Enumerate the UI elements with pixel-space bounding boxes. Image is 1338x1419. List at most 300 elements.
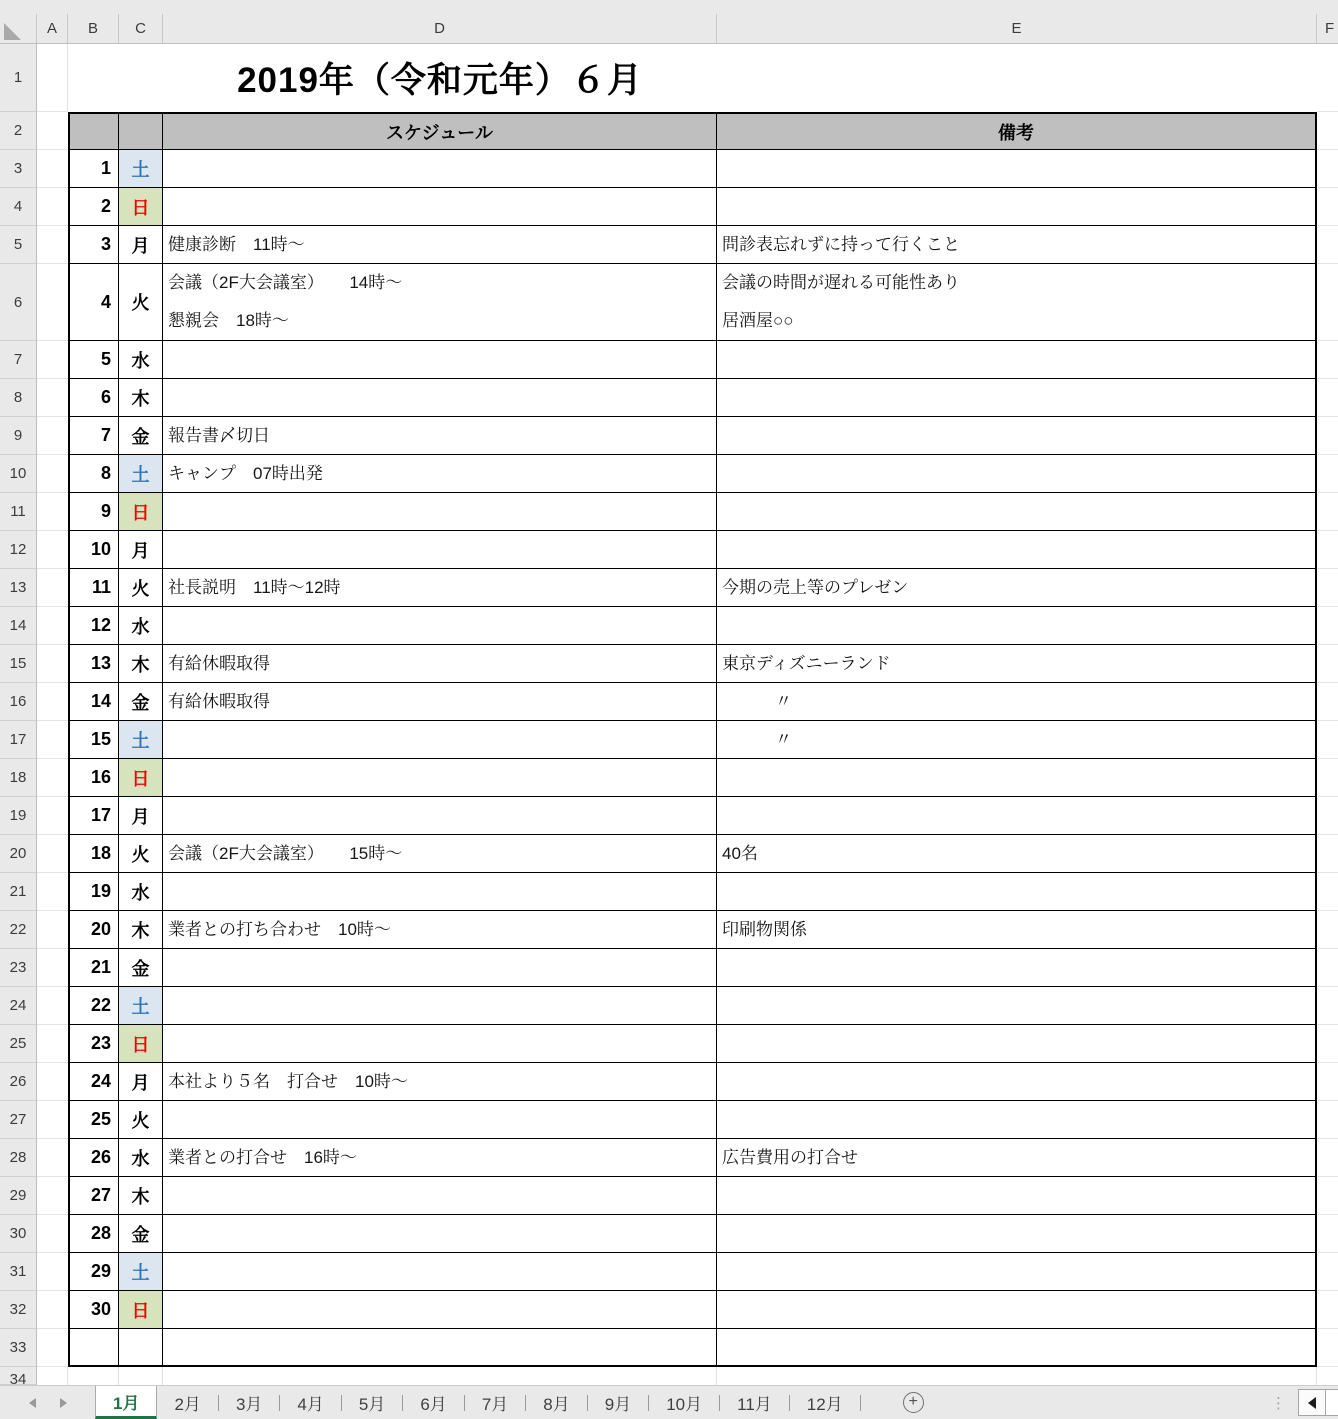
schedule-cell[interactable]	[163, 1139, 717, 1177]
row-header[interactable]	[0, 645, 37, 683]
schedule-text: 有給休暇取得	[168, 654, 270, 673]
remarks-cell[interactable]	[717, 835, 1317, 873]
weekday-cell[interactable]: 土	[119, 150, 163, 188]
sheet-row	[0, 379, 1338, 417]
date-cell[interactable]: 21	[68, 949, 119, 987]
remarks-text: 今期の売上等のプレゼン	[722, 578, 909, 597]
left-margin-cell[interactable]	[37, 683, 68, 721]
left-margin-cell[interactable]	[37, 1253, 68, 1291]
remarks-cell[interactable]	[717, 379, 1317, 417]
right-margin-cell[interactable]	[1317, 911, 1338, 949]
date-cell[interactable]: 8	[68, 455, 119, 493]
remarks-cell[interactable]	[717, 150, 1317, 188]
weekday-cell[interactable]: 月	[119, 226, 163, 264]
schedule-cell[interactable]	[163, 531, 717, 569]
column-header-C[interactable]: C	[119, 14, 163, 43]
weekday-cell[interactable]: 日	[119, 493, 163, 531]
schedule-cell[interactable]	[163, 721, 717, 759]
right-margin-cell[interactable]	[1317, 569, 1338, 607]
schedule-cell[interactable]	[163, 797, 717, 835]
remarks-cell[interactable]	[717, 188, 1317, 226]
row-header[interactable]	[0, 1177, 37, 1215]
cell-a1[interactable]	[37, 44, 68, 112]
remarks-cell[interactable]	[717, 1101, 1317, 1139]
left-margin-cell[interactable]	[37, 835, 68, 873]
right-margin-cell[interactable]	[1317, 835, 1338, 873]
right-margin-cell[interactable]	[1317, 721, 1338, 759]
date-cell[interactable]: 18	[68, 835, 119, 873]
right-margin-cell[interactable]	[1317, 188, 1338, 226]
weekday-cell[interactable]: 水	[119, 1139, 163, 1177]
select-all-corner[interactable]	[0, 14, 37, 43]
left-margin-cell[interactable]	[37, 226, 68, 264]
date-cell[interactable]: 17	[68, 797, 119, 835]
date-cell[interactable]: 1	[68, 150, 119, 188]
row-header[interactable]	[0, 1139, 37, 1177]
cell-c33[interactable]	[119, 1329, 163, 1367]
row-header[interactable]	[0, 721, 37, 759]
left-margin-cell[interactable]	[37, 264, 68, 341]
schedule-cell[interactable]	[163, 455, 717, 493]
schedule-cell[interactable]	[163, 1177, 717, 1215]
left-margin-cell[interactable]	[37, 1025, 68, 1063]
right-margin-cell[interactable]	[1317, 645, 1338, 683]
sheet-tab-9[interactable]: 9月	[604, 1395, 632, 1414]
remarks-text: 会議の時間が遅れる可能性あり	[722, 273, 960, 292]
left-margin-cell[interactable]	[37, 607, 68, 645]
right-margin-cell[interactable]	[1317, 1215, 1338, 1253]
sheet-tabs	[95, 1386, 861, 1419]
right-margin-cell[interactable]	[1317, 493, 1338, 531]
weekday-cell[interactable]: 土	[119, 455, 163, 493]
weekday-cell[interactable]: 月	[119, 1063, 163, 1101]
column-header-A[interactable]: A	[37, 14, 68, 43]
row-header[interactable]	[0, 417, 37, 455]
row-header[interactable]	[0, 1329, 37, 1367]
column-header-F[interactable]: F	[1325, 20, 1335, 37]
sheet-tab-6[interactable]: 6月	[420, 1395, 447, 1414]
right-margin-cell[interactable]	[1317, 379, 1338, 417]
right-margin-cell[interactable]	[1317, 264, 1338, 341]
remarks-column-header[interactable]: 備考	[717, 112, 1317, 150]
weekday-cell[interactable]: 水	[119, 873, 163, 911]
remarks-cell[interactable]	[717, 721, 1317, 759]
sheet-tab-1[interactable]: 1月	[95, 1386, 157, 1419]
schedule-cell[interactable]	[163, 1025, 717, 1063]
weekday-cell[interactable]: 日	[119, 188, 163, 226]
left-margin-cell[interactable]	[37, 1215, 68, 1253]
weekday-cell[interactable]: 土	[119, 1253, 163, 1291]
cell-b2[interactable]	[68, 112, 119, 150]
row-header[interactable]	[0, 987, 37, 1025]
left-margin-cell[interactable]	[37, 150, 68, 188]
left-margin-cell[interactable]	[37, 873, 68, 911]
weekday-cell[interactable]: 日	[119, 759, 163, 797]
schedule-text: 会議（2F大会議室） 15時～	[168, 844, 403, 863]
date-cell[interactable]: 14	[68, 683, 119, 721]
date-cell[interactable]: 13	[68, 645, 119, 683]
cell-f1[interactable]	[1317, 44, 1338, 112]
left-margin-cell[interactable]	[37, 1101, 68, 1139]
remarks-cell[interactable]	[717, 797, 1317, 835]
row-header[interactable]	[0, 1367, 37, 1385]
left-margin-cell[interactable]	[37, 341, 68, 379]
row-header[interactable]	[0, 873, 37, 911]
row-header[interactable]	[0, 341, 37, 379]
sheet-tab-4[interactable]: 4月	[297, 1395, 324, 1414]
add-sheet-button[interactable]: +	[903, 1392, 924, 1413]
schedule-cell[interactable]	[163, 645, 717, 683]
weekday-cell[interactable]: 金	[119, 1215, 163, 1253]
remarks-cell[interactable]	[717, 493, 1317, 531]
cell-a2[interactable]	[37, 112, 68, 150]
schedule-cell[interactable]	[163, 683, 717, 721]
cell-d33[interactable]	[163, 1329, 717, 1367]
row-header[interactable]	[0, 1215, 37, 1253]
schedule-cell[interactable]	[163, 1101, 717, 1139]
schedule-cell[interactable]	[163, 949, 717, 987]
cell-b1[interactable]	[68, 44, 119, 112]
left-margin-cell[interactable]	[37, 949, 68, 987]
left-margin-cell[interactable]	[37, 1063, 68, 1101]
left-margin-cell[interactable]	[37, 721, 68, 759]
remarks-cell[interactable]	[717, 1139, 1317, 1177]
weekday-cell[interactable]: 金	[119, 683, 163, 721]
row-header[interactable]	[0, 1101, 37, 1139]
sheet-row	[0, 607, 1338, 645]
sheet-row	[0, 1101, 1338, 1139]
right-margin-cell[interactable]	[1317, 226, 1338, 264]
left-margin-cell[interactable]	[37, 1291, 68, 1329]
row-header-label: 24	[9, 997, 27, 1014]
left-margin-cell[interactable]	[37, 379, 68, 417]
row-header[interactable]	[0, 759, 37, 797]
remarks-cell[interactable]	[717, 645, 1317, 683]
weekday-cell[interactable]: 木	[119, 379, 163, 417]
date-cell[interactable]: 20	[68, 911, 119, 949]
weekday-cell[interactable]: 土	[119, 987, 163, 1025]
row-header[interactable]	[0, 1025, 37, 1063]
weekday-cell[interactable]: 木	[119, 911, 163, 949]
remarks-cell[interactable]	[717, 911, 1317, 949]
sheet-row	[0, 1139, 1338, 1177]
cell-e34[interactable]	[717, 1367, 1317, 1385]
remarks-cell[interactable]	[717, 1063, 1317, 1101]
right-margin-cell[interactable]	[1317, 1063, 1338, 1101]
row-header[interactable]	[0, 1063, 37, 1101]
right-margin-cell[interactable]	[1317, 341, 1338, 379]
schedule-cell[interactable]	[163, 1253, 717, 1291]
row-header-label: 28	[9, 1149, 27, 1166]
date-cell[interactable]: 26	[68, 1139, 119, 1177]
right-margin-cell[interactable]	[1317, 1101, 1338, 1139]
row-header-label: 3	[13, 160, 23, 177]
sheet-row	[0, 341, 1338, 379]
weekday-cell[interactable]: 日	[119, 1291, 163, 1329]
row-header[interactable]	[0, 797, 37, 835]
left-margin-cell[interactable]	[37, 987, 68, 1025]
right-margin-cell[interactable]	[1317, 1253, 1338, 1291]
remarks-cell[interactable]	[717, 417, 1317, 455]
schedule-cell[interactable]	[163, 1215, 717, 1253]
row-header-label: 1	[13, 69, 23, 86]
weekday-cell[interactable]: 火	[119, 835, 163, 873]
sheet-tab-2[interactable]: 2月	[174, 1395, 201, 1414]
sheet-tab-8[interactable]: 8月	[543, 1395, 570, 1414]
sheet-tab-11[interactable]: 11月	[737, 1395, 772, 1414]
right-margin-cell[interactable]	[1317, 1139, 1338, 1177]
row-header[interactable]	[0, 1291, 37, 1329]
right-margin-cell[interactable]	[1317, 1291, 1338, 1329]
remarks-cell[interactable]	[717, 607, 1317, 645]
row-header[interactable]	[0, 226, 37, 264]
schedule-text: 業者との打ち合わせ 10時～	[168, 920, 391, 939]
schedule-cell[interactable]	[163, 873, 717, 911]
row-header[interactable]	[0, 683, 37, 721]
sheet-row	[0, 721, 1338, 759]
date-cell[interactable]: 29	[68, 1253, 119, 1291]
row-header-label: 21	[9, 883, 27, 900]
right-margin-cell[interactable]	[1317, 417, 1338, 455]
schedule-cell[interactable]	[163, 1291, 717, 1329]
weekday-cell[interactable]: 日	[119, 1025, 163, 1063]
weekday-cell[interactable]: 火	[119, 264, 163, 341]
date-cell[interactable]: 10	[68, 531, 119, 569]
date-cell[interactable]: 27	[68, 1177, 119, 1215]
remarks-cell[interactable]	[717, 1177, 1317, 1215]
cell-b34[interactable]	[68, 1367, 119, 1385]
date-cell[interactable]: 30	[68, 1291, 119, 1329]
cell-b33[interactable]	[68, 1329, 119, 1367]
cell-d34[interactable]	[163, 1367, 717, 1385]
remarks-cell[interactable]	[717, 1025, 1317, 1063]
remarks-cell[interactable]	[717, 759, 1317, 797]
remarks-cell[interactable]	[717, 1253, 1317, 1291]
schedule-cell[interactable]	[163, 417, 717, 455]
right-margin-cell[interactable]	[1317, 797, 1338, 835]
right-margin-cell[interactable]	[1317, 150, 1338, 188]
remarks-cell[interactable]	[717, 1215, 1317, 1253]
row-header[interactable]	[0, 112, 37, 150]
cell-c1[interactable]	[119, 44, 163, 112]
row-header-label: 4	[13, 198, 23, 215]
row-header[interactable]	[0, 150, 37, 188]
left-margin-cell[interactable]	[37, 417, 68, 455]
right-margin-cell[interactable]	[1317, 455, 1338, 493]
cell-c2[interactable]	[119, 112, 163, 150]
schedule-cell[interactable]	[163, 379, 717, 417]
sheet-tab-10[interactable]: 10月	[666, 1395, 703, 1414]
row-header-label: 32	[9, 1301, 27, 1318]
left-margin-cell[interactable]	[37, 493, 68, 531]
schedule-cell[interactable]	[163, 835, 717, 873]
date-cell[interactable]: 15	[68, 721, 119, 759]
right-margin-cell[interactable]	[1317, 987, 1338, 1025]
right-margin-cell[interactable]	[1317, 1025, 1338, 1063]
row-header[interactable]	[0, 531, 37, 569]
row-header-label: 9	[13, 427, 23, 444]
row-header[interactable]	[0, 493, 37, 531]
row-header-label: 31	[9, 1263, 27, 1280]
sheet-row	[0, 683, 1338, 721]
date-cell[interactable]: 23	[68, 1025, 119, 1063]
weekday-cell[interactable]: 火	[119, 1101, 163, 1139]
remarks-cell[interactable]	[717, 1291, 1317, 1329]
row-header-label: 18	[9, 769, 27, 786]
sheet-nav-right-icon[interactable]	[60, 1398, 67, 1408]
sheet-tab-3[interactable]: 3月	[235, 1395, 263, 1414]
tab-splitter-handle[interactable]: ⋮	[1271, 1394, 1286, 1412]
sheet-row	[0, 835, 1338, 873]
schedule-cell[interactable]	[163, 569, 717, 607]
calendar-title[interactable]: 2019年（令和元年）６月	[163, 44, 717, 112]
row-header[interactable]	[0, 188, 37, 226]
sheet-tab-5[interactable]: 5月	[358, 1395, 386, 1414]
date-cell[interactable]: 16	[68, 759, 119, 797]
date-cell[interactable]: 4	[68, 264, 119, 341]
cell-c34[interactable]	[119, 1367, 163, 1385]
date-cell[interactable]: 25	[68, 1101, 119, 1139]
weekday-cell[interactable]: 月	[119, 531, 163, 569]
weekday-cell[interactable]: 金	[119, 417, 163, 455]
row-header-label: 15	[9, 655, 27, 672]
remarks-cell[interactable]	[717, 226, 1317, 264]
left-margin-cell[interactable]	[37, 1177, 68, 1215]
row-header[interactable]	[0, 455, 37, 493]
schedule-cell[interactable]	[163, 226, 717, 264]
remarks-cell[interactable]	[717, 569, 1317, 607]
row-header-label: 16	[9, 693, 27, 710]
weekday-cell[interactable]: 火	[119, 569, 163, 607]
schedule-cell[interactable]	[163, 188, 717, 226]
cell-f34[interactable]	[1317, 1367, 1338, 1385]
cell-e1[interactable]	[717, 44, 1317, 112]
schedule-cell[interactable]	[163, 911, 717, 949]
remarks-cell[interactable]	[717, 264, 1317, 341]
date-cell[interactable]: 28	[68, 1215, 119, 1253]
sheet-row	[0, 1063, 1338, 1101]
row-header[interactable]	[0, 607, 37, 645]
schedule-cell[interactable]	[163, 493, 717, 531]
remarks-cell[interactable]	[717, 873, 1317, 911]
schedule-cell[interactable]	[163, 607, 717, 645]
schedule-cell[interactable]	[163, 150, 717, 188]
hscroll-track[interactable]	[1326, 1389, 1338, 1416]
row-header-label: 20	[9, 845, 27, 862]
row-header[interactable]	[0, 379, 37, 417]
row-header[interactable]	[0, 44, 37, 112]
left-margin-cell[interactable]	[37, 455, 68, 493]
schedule-cell[interactable]	[163, 1063, 717, 1101]
cell-e33[interactable]	[717, 1329, 1317, 1367]
left-margin-cell[interactable]	[37, 759, 68, 797]
weekday-cell[interactable]: 水	[119, 341, 163, 379]
schedule-cell[interactable]	[163, 987, 717, 1025]
row-header[interactable]	[0, 835, 37, 873]
remarks-cell[interactable]	[717, 683, 1317, 721]
left-margin-cell[interactable]	[37, 188, 68, 226]
schedule-cell[interactable]	[163, 341, 717, 379]
date-cell[interactable]: 12	[68, 607, 119, 645]
left-margin-cell[interactable]	[37, 1139, 68, 1177]
date-cell[interactable]: 3	[68, 226, 119, 264]
weekday-cell[interactable]: 水	[119, 607, 163, 645]
weekday-cell[interactable]: 金	[119, 949, 163, 987]
right-margin-cell[interactable]	[1317, 531, 1338, 569]
sheet-tab-7[interactable]: 7月	[481, 1395, 509, 1414]
row-header[interactable]	[0, 949, 37, 987]
date-cell[interactable]: 24	[68, 1063, 119, 1101]
weekday-cell[interactable]: 木	[119, 645, 163, 683]
cell-f33[interactable]	[1317, 1329, 1338, 1367]
cell-a33[interactable]	[37, 1329, 68, 1367]
date-cell[interactable]: 9	[68, 493, 119, 531]
date-cell[interactable]: 5	[68, 341, 119, 379]
schedule-cell[interactable]	[163, 264, 717, 341]
row-header[interactable]	[0, 264, 37, 341]
sheet-row	[0, 645, 1338, 683]
cell-a34[interactable]	[37, 1367, 68, 1385]
remarks-cell[interactable]	[717, 531, 1317, 569]
left-margin-cell[interactable]	[37, 531, 68, 569]
row-header[interactable]	[0, 1253, 37, 1291]
row-header-label: 10	[9, 465, 27, 482]
column-header-D[interactable]: D	[163, 14, 717, 43]
sheet-tab-12[interactable]: 12月	[806, 1395, 843, 1414]
row-header-label: 6	[13, 293, 23, 311]
remarks-cell[interactable]	[717, 455, 1317, 493]
column-header-E[interactable]: E	[717, 14, 1317, 43]
weekday-cell[interactable]: 土	[119, 721, 163, 759]
sheet-nav-left-icon[interactable]	[29, 1398, 36, 1408]
schedule-text: 報告書〆切日	[168, 426, 270, 445]
remarks-text: 〃	[775, 730, 792, 749]
left-margin-cell[interactable]	[37, 911, 68, 949]
right-margin-cell[interactable]	[1317, 949, 1338, 987]
right-margin-cell[interactable]	[1317, 607, 1338, 645]
column-header-B[interactable]: B	[68, 14, 119, 43]
remarks-cell[interactable]	[717, 987, 1317, 1025]
date-cell[interactable]: 2	[68, 188, 119, 226]
schedule-cell[interactable]	[163, 759, 717, 797]
sheet-row	[0, 1291, 1338, 1329]
right-margin-cell[interactable]	[1317, 873, 1338, 911]
date-cell[interactable]: 7	[68, 417, 119, 455]
hscroll-left-button[interactable]	[1298, 1389, 1326, 1416]
date-cell[interactable]: 22	[68, 987, 119, 1025]
weekday-cell[interactable]: 木	[119, 1177, 163, 1215]
sheet-row	[0, 911, 1338, 949]
row-header[interactable]	[0, 911, 37, 949]
date-cell[interactable]: 19	[68, 873, 119, 911]
left-margin-cell[interactable]	[37, 797, 68, 835]
remarks-cell[interactable]	[717, 341, 1317, 379]
date-cell[interactable]: 11	[68, 569, 119, 607]
right-margin-cell[interactable]	[1317, 759, 1338, 797]
right-margin-cell[interactable]	[1317, 1177, 1338, 1215]
cell-f2[interactable]	[1317, 112, 1338, 150]
sheet-row	[0, 1177, 1338, 1215]
date-cell[interactable]: 6	[68, 379, 119, 417]
left-margin-cell[interactable]	[37, 645, 68, 683]
row-header-label: 27	[9, 1111, 27, 1128]
schedule-column-header[interactable]: スケジュール	[163, 112, 717, 150]
right-margin-cell[interactable]	[1317, 683, 1338, 721]
left-margin-cell[interactable]	[37, 569, 68, 607]
weekday-cell[interactable]: 月	[119, 797, 163, 835]
remarks-cell[interactable]	[717, 949, 1317, 987]
row-header[interactable]	[0, 569, 37, 607]
